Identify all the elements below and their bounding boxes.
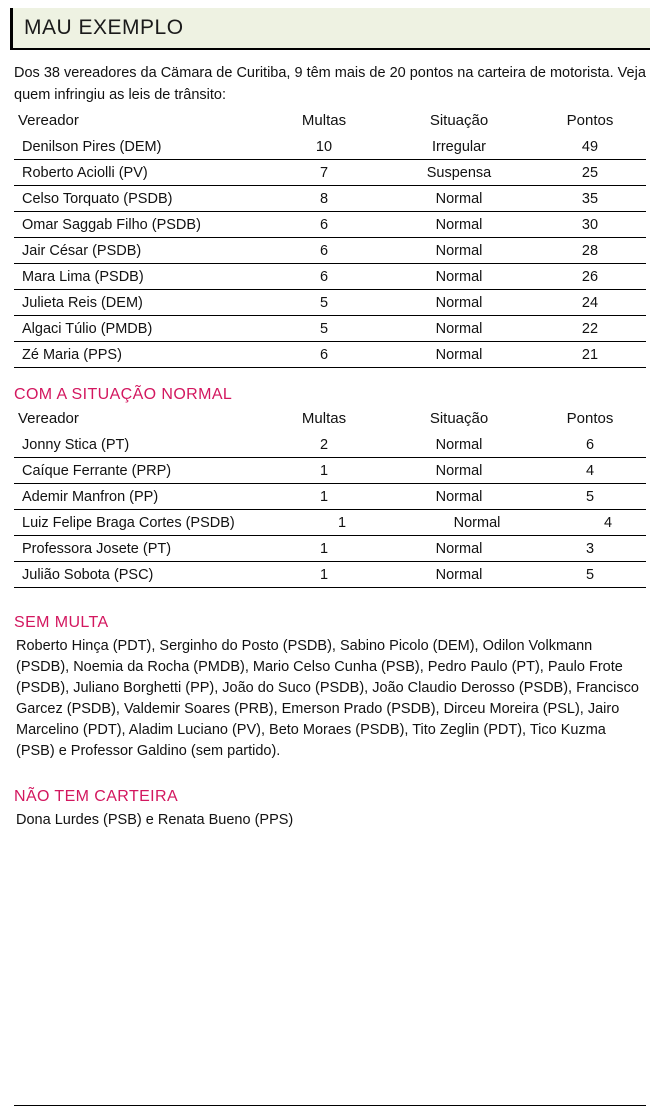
cell-vereador: Algaci Túlio (PMDB): [14, 316, 264, 342]
cell-pontos: 25: [534, 160, 646, 186]
table-row: [14, 160, 646, 186]
cell-situacao: Normal: [384, 342, 534, 368]
cell-situacao: Normal: [384, 510, 534, 536]
cell-pontos: 4: [534, 458, 646, 484]
cell-vereador: Professora Josete (PT): [14, 536, 264, 562]
table-row: [14, 134, 646, 160]
table-row: [14, 264, 646, 290]
cell-situacao: Normal: [384, 562, 534, 588]
cell-situacao: Normal: [384, 238, 534, 264]
cell-multas: 8: [264, 186, 384, 212]
cell-pontos: 22: [534, 316, 646, 342]
cell-vereador: Omar Saggab Filho (PSDB): [14, 212, 264, 238]
table-main: [14, 106, 646, 368]
intro-paragraph: Dos 38 vereadores da Cämara de Curitiba, 9 têm mais de 20 pontos na carteira de motorista. Veja quem infringiu as leis de trânsito:: [14, 65, 646, 103]
cell-situacao: Normal: [384, 484, 534, 510]
column-header-vereador: Vereador: [18, 410, 79, 427]
table-row: [14, 342, 646, 368]
cell-pontos: 26: [534, 264, 646, 290]
table-row: [14, 432, 646, 458]
table-row: [14, 458, 646, 484]
column-header-pontos: Pontos: [566, 410, 614, 427]
cell-pontos: 4: [534, 510, 646, 536]
cell-multas: 6: [264, 238, 384, 264]
heading-situacao-normal: COM A SITUAÇÃO NORMAL: [14, 386, 233, 403]
cell-situacao: Irregular: [432, 139, 486, 155]
cell-multas: 1: [264, 562, 384, 588]
table-main-header-row: [14, 106, 646, 134]
cell-situacao: Normal: [435, 437, 483, 453]
column-header-vereador: Vereador: [18, 112, 79, 129]
cell-situacao: Normal: [384, 290, 534, 316]
table-row: [14, 484, 646, 510]
cell-situacao: Normal: [384, 536, 534, 562]
cell-pontos: 24: [534, 290, 646, 316]
table-row: [14, 238, 646, 264]
cell-pontos: 28: [534, 238, 646, 264]
cell-multas: 5: [264, 316, 384, 342]
table-row: [14, 562, 646, 588]
column-header-multas: Multas: [301, 112, 347, 129]
cell-situacao: Suspensa: [384, 160, 534, 186]
cell-pontos: 21: [534, 342, 646, 368]
cell-pontos: 49: [581, 139, 599, 155]
cell-situacao: Normal: [384, 212, 534, 238]
cell-pontos: 3: [534, 536, 646, 562]
cell-situacao: Normal: [384, 264, 534, 290]
table-row: [14, 212, 646, 238]
heading-nao-tem-carteira: NÃO TEM CARTEIRA: [14, 788, 179, 805]
sem-multa-list: Roberto Hinça (PDT), Serginho do Posto (PSDB), Sabino Picolo (DEM), Odilon Volkmann (PSDB), Noemia da Rocha (PMDB), Mario Celso Cunha (PSB), Pedro Paulo (PT), Paulo Frote (PSDB), Juliano Borghetti (PP), João do Suco (PSDB), João Claudio Derosso (PSDB), Francisco Garcez (PSDB), Valdemir Soares (PRB), Emerson Prado (PSDB), Dirceu Moreira (PSL), Jairo Marcelino (PDT), Aladim Luciano (PV), Beto Moraes (PSDB), Tito Zeglin (PDT), Tico Kuzma (PSB) e Professor Galdino (sem partido).: [16, 638, 639, 759]
column-header-situacao: Situação: [429, 410, 489, 427]
cell-vereador: Caíque Ferrante (PRP): [14, 458, 264, 484]
cell-vereador: Roberto Aciolli (PV): [14, 160, 264, 186]
cell-multas: 2: [319, 437, 329, 453]
cell-pontos: 35: [534, 186, 646, 212]
footer-divider: [14, 1105, 646, 1106]
cell-vereador: Jair César (PSDB): [14, 238, 264, 264]
cell-pontos: 5: [534, 562, 646, 588]
cell-vereador: Julieta Reis (DEM): [14, 290, 264, 316]
column-header-multas: Multas: [301, 410, 347, 427]
page-header: [10, 8, 650, 50]
cell-vereador: Ademir Manfron (PP): [14, 484, 264, 510]
cell-vereador: Denilson Pires (DEM): [22, 139, 162, 155]
infographic-page: [0, 8, 660, 1120]
cell-multas: 10: [315, 139, 333, 155]
heading-sem-multa: SEM MULTA: [14, 614, 109, 631]
cell-situacao: Normal: [384, 316, 534, 342]
cell-situacao: Normal: [384, 186, 534, 212]
table-row: [14, 510, 646, 536]
table-row: [14, 316, 646, 342]
cell-vereador: Zé Maria (PPS): [14, 342, 264, 368]
nao-tem-carteira-list: Dona Lurdes (PSB) e Renata Bueno (PPS): [16, 812, 294, 828]
table-row: [14, 186, 646, 212]
cell-vereador: Julião Sobota (PSC): [14, 562, 264, 588]
cell-pontos: 30: [534, 212, 646, 238]
cell-multas: 6: [264, 342, 384, 368]
cell-multas: 1: [264, 510, 384, 536]
table-normal: [14, 404, 646, 588]
cell-multas: 1: [264, 536, 384, 562]
page-title: MAU EXEMPLO: [24, 16, 184, 39]
cell-multas: 6: [264, 212, 384, 238]
table-normal-header-row: [14, 404, 646, 432]
cell-multas: 7: [264, 160, 384, 186]
column-header-pontos: Pontos: [566, 112, 614, 129]
cell-pontos: 6: [585, 437, 595, 453]
column-header-situacao: Situação: [429, 112, 489, 129]
table-row: [14, 290, 646, 316]
cell-multas: 5: [264, 290, 384, 316]
cell-multas: 1: [264, 484, 384, 510]
cell-multas: 1: [264, 458, 384, 484]
cell-vereador: Mara Lima (PSDB): [14, 264, 264, 290]
cell-situacao: Normal: [384, 458, 534, 484]
table-row: [14, 536, 646, 562]
cell-multas: 6: [264, 264, 384, 290]
cell-vereador: Luiz Felipe Braga Cortes (PSDB): [14, 510, 264, 536]
cell-vereador: Celso Torquato (PSDB): [14, 186, 264, 212]
cell-pontos: 5: [534, 484, 646, 510]
cell-vereador: Jonny Stica (PT): [22, 437, 130, 453]
